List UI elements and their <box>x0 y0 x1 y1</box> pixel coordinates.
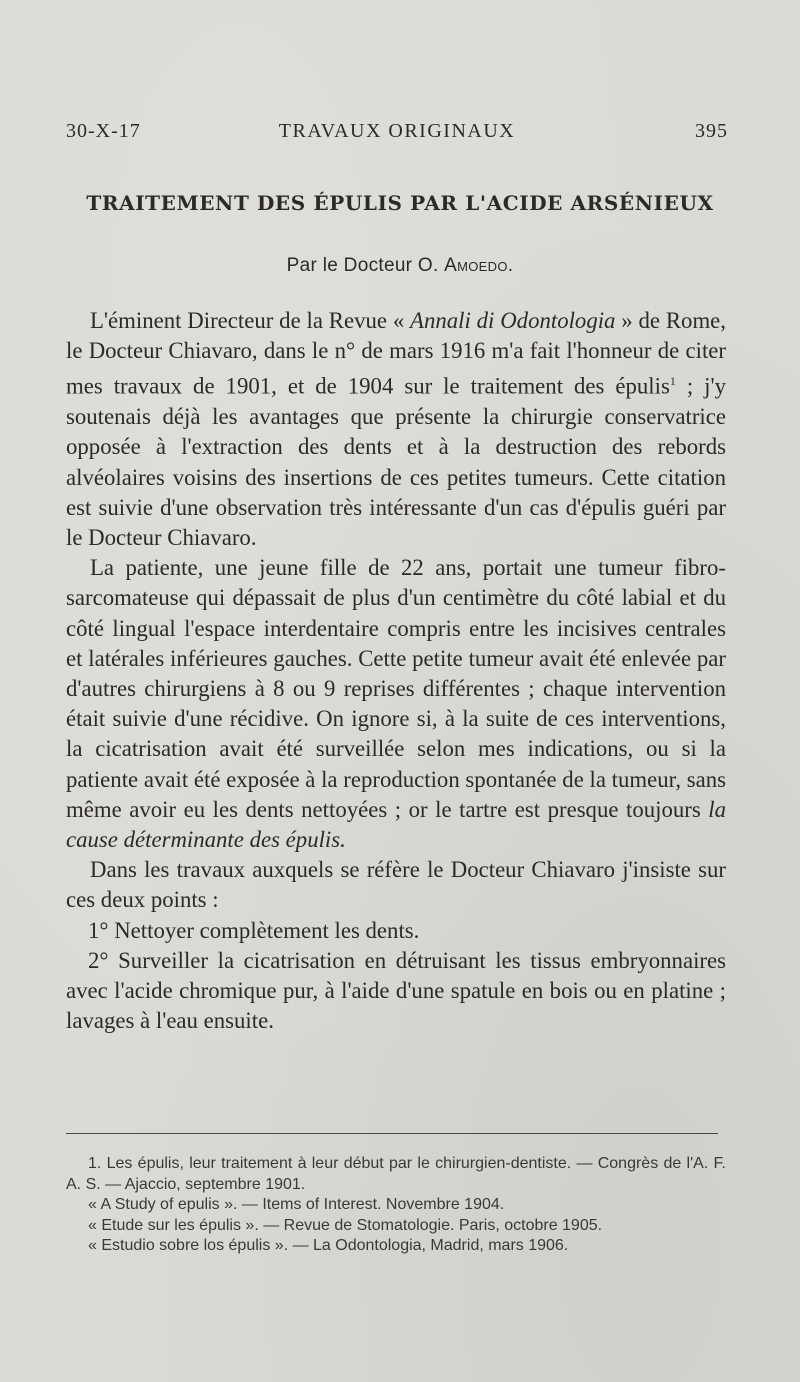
footnote: « Etude sur les épulis ». — Revue de Stomatologie. Paris, octobre 1905. <box>88 1216 603 1234</box>
article-title: TRAITEMENT DES ÉPULIS PAR L'ACIDE ARSÉNIEUX <box>86 191 714 215</box>
footnote: « Estudio sobre los épulis ». — La Odontologia, Madrid, mars 1906. <box>88 1237 569 1254</box>
paragraph-text: » de Rome, le Docteur Chiavaro, dans le n° de mars 1916 m'a fait l'honneur de citer mes travaux de 1901, et de 1904 sur le traitement des épulis <box>66 308 726 399</box>
paragraph-text: La patiente, une jeune fille de 22 ans, portait une tumeur fibro-sarcomateuse qui dépassait de plus d'un centimètre du côté labial et du côté lingual l'espace interdentaire compris entre les incisives centrales et latérales inférieures gauches. Cette petite tumeur avait été enlevée par d'autres chirurgiens à 8 ou 9 reprises différentes ; chaque intervention était suivie d'une récidive. On ignore si, à la suite de ces interventions, la cicatrisation avait été surveillée selon mes indications, ou si la patiente avait été exposée à la reproduction spontanée de la tumeur, sans même avoir eu les dents nettoyées ; or le tartre est presque toujours <box>66 555 726 822</box>
footnote: 1. Les épulis, leur traitement à leur début par le chirurgien-dentiste. — Congrès de l'A. F. A. S. — Ajaccio, septembre 1901. <box>66 1155 726 1193</box>
article-body <box>66 306 726 1036</box>
list-item: 2° Surveiller la cicatrisation en détruisant les tissus embryonnaires avec l'acide chromique pur, à l'aide d'une spatule en bois ou en platine ; lavages à l'eau ensuite. <box>66 947 726 1034</box>
running-head <box>66 120 728 150</box>
paragraph-text: L'éminent Directeur de la Revue « <box>90 308 411 333</box>
footnote-divider <box>66 1133 718 1134</box>
paragraph <box>66 306 726 553</box>
list-item: 1° Nettoyer complètement les dents. <box>88 917 420 943</box>
section-title: TRAVAUX ORIGINAUX <box>278 120 516 142</box>
issue-date: 30-X-17 <box>66 120 141 142</box>
page-number: 395 <box>695 120 728 142</box>
footnote: « A Study of epulis ». — Items of Interest. Novembre 1904. <box>88 1196 505 1213</box>
footnote-marker: 1 <box>669 374 676 389</box>
footnotes <box>66 1154 726 1257</box>
journal-name: Annali di Odontologia <box>410 308 616 333</box>
paragraph <box>66 553 726 855</box>
emphasis: la cause déterminante des épulis. <box>66 796 726 853</box>
paragraph-text: ; j'y soutenais déjà les avantages que présente la chirurgie conservatrice opposée à l'extraction des dents et à la destruction des rebords alvéolaires voisins des insertions de ces petites tumeurs. Cette citation est suivie d'une observation très intéressante d'un cas d'épulis guéri par le Docteur Chiavaro. <box>66 374 727 551</box>
byline <box>60 255 740 277</box>
author-name: Amoedo. <box>444 255 514 276</box>
paragraph: Dans les travaux auxquels se réfère le Docteur Chiavaro j'insiste sur ces deux points : <box>66 857 726 913</box>
byline-prefix: Par le Docteur O. <box>286 255 445 276</box>
